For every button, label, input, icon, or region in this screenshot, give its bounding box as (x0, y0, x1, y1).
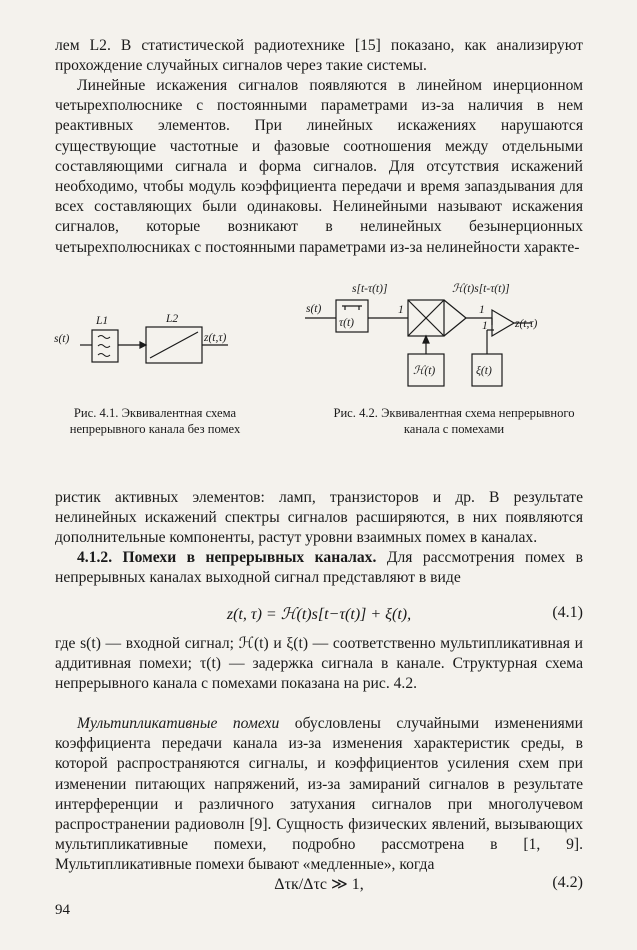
equation-4-1-number: (4.1) (552, 604, 583, 621)
fig2-summator (492, 310, 514, 336)
fig2-output-label: z(t,τ) (515, 318, 538, 330)
fig2-gain-1a: 1 (398, 304, 404, 316)
fig2-input-label: s(t) (306, 303, 322, 315)
fig1-l1-label: L1 (96, 315, 109, 327)
paragraph-1: лем L2. В статистической радиотехнике [15] показано, как анализируют прохождение случайных сигналов через такие системы. (55, 37, 583, 75)
equation-4-2-number: (4.2) (552, 874, 583, 891)
fig1-input-label: s(t) (54, 333, 70, 345)
fig2-top-label-right: ℋ(t)s[t-τ(t)] (452, 283, 510, 295)
paragraph-5-text: обусловлены случайными изменениями коэффициента передачи канала из-за изменения характеристик среды, в которой распространяются сигналы, и коэффициентов усиления схем при изменении питающих напряжений, из-за замираний сигналов в результате интерференции и различного затухания сигналов при многолучевом распространении радиоволн [9]. Сущность физических явлений, вызывающих мультипликативные помехи, подробно рассмотрена в [1, 9]. Мультипликативные помехи бывают «медленные», когда (55, 715, 583, 874)
section-heading: 4.1.2. Помехи в непрерывных каналах. (77, 549, 377, 566)
page-number: 94 (55, 902, 70, 918)
section-intro: Для рассмотрения помех в непрерывных каналах выходной сигнал представляют в виде (55, 549, 583, 587)
fig2-delay-label: τ(t) (339, 317, 354, 329)
paragraph-4: где s(t) — входной сигнал; ℋ(t) и ξ(t) — соответственно мультипликативная и аддитивная помехи; τ(t) — задержка сигнала в канале. Структурная схема непрерывного канала с помехами показана на рис. 4.2. (55, 635, 583, 693)
equation-4-2-formula: Δτк/Δτс ≫ 1, (274, 876, 364, 893)
fig1-output-label: z(t,τ) (204, 332, 227, 344)
fig2-gain-1b: 1 (479, 304, 485, 316)
fig2-top-label-left: s[t-τ(t)] (352, 283, 388, 295)
figure-4-2-caption: Рис. 4.2. Эквивалентная схема непрерывного канала с помехами (333, 406, 575, 436)
paragraph-2: Линейные искажения сигналов появляются в линейном инерционном четырехполюснике с постоянными параметрами из-за наличия в нем реактивных элементов. При линейных искажениях нарушаются существующие частотные и фазовые соотношения между отдельными составляющими сигнала и форма сигналов. Для отсутствия искажений необходимо, чтобы модуль коэффициента передачи и время запаздывания для всех составляющих были одинаковы. Нелинейными называют искажения сигналов, которые возникают в нелинейных безынерционных четырехполюсниках с постоянными параметрами из-за нелинейности характе- (55, 77, 583, 256)
paragraph-3: ристик активных элементов: ламп, транзисторов и др. В результате нелинейных искажений спектры сигналов расширяются, в них появляются дополнительные компоненты, растут уровни взаимных помех в каналах. (55, 489, 583, 547)
figure-4-1-caption: Рис. 4.1. Эквивалентная схема непрерывного канала без помех (69, 406, 241, 436)
fig1-block-l1 (92, 330, 118, 362)
fig1-l2-label: L2 (166, 313, 179, 325)
equation-4-1-formula: z(t, τ) = ℋ(t)s[t−τ(t)] + ξ(t), (226, 606, 412, 623)
fig2-add-noise-label: ξ(t) (476, 365, 492, 377)
fig2-gain-1c: 1 (482, 320, 488, 332)
term-multiplicative-noise: Мультипликативные помехи (77, 715, 280, 732)
fig2-mult-noise-label: ℋ(t) (413, 365, 436, 377)
